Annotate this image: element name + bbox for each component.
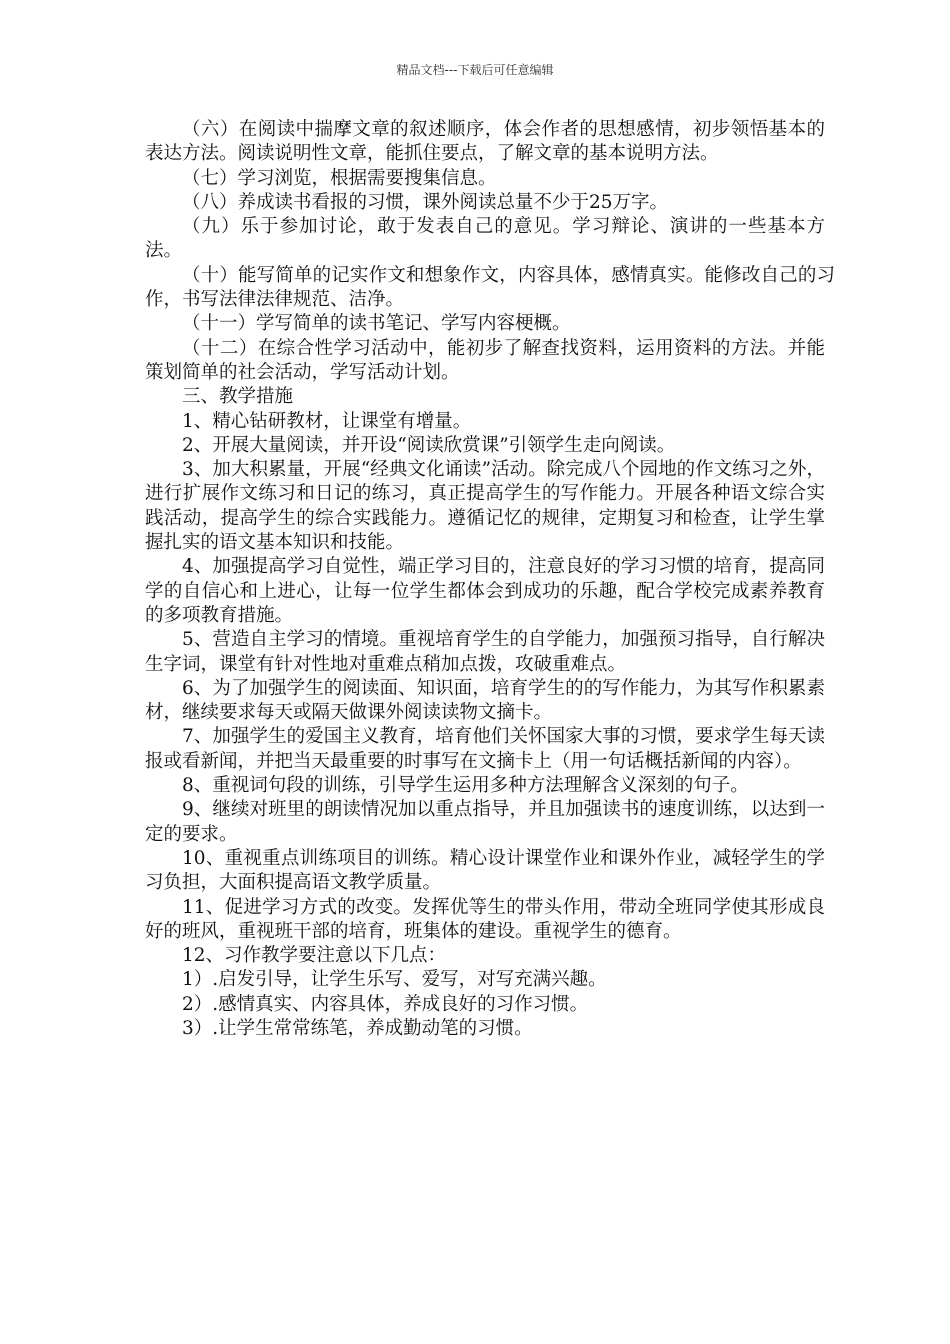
measure-6: 6、为了加强学生的阅读面、知识面，培育学生的的写作能力，为其写作积累素材，继续要求每天或隔天做课外阅读读物文摘卡。 [145, 677, 825, 724]
paragraph-12: （十二）在综合性学习活动中，能初步了解查找资料，运用资料的方法。并能策划简单的社会活动，学写活动计划。 [145, 337, 825, 383]
paragraph-9: （九）乐于参加讨论，敢于发表自己的意见。学习辩论、演讲的一些基本方法。 [145, 216, 825, 262]
measure-11: 11、促进学习方式的改变。发挥优等生的带头作用，带动全班同学使其形成良好的班风，重视班干部的培育，班集体的建设。重视学生的德育。 [145, 896, 825, 942]
page-header: 精品文档---下载后可任意编辑 [396, 63, 554, 77]
measure-12: 12、习作教学要注意以下几点： [182, 945, 447, 967]
paragraph-10: （十）能写简单的记实作文和想象作文，内容具体，感情真实。能修改自己的习作，书写法律法律规范、洁净。 [145, 264, 835, 311]
writing-point-3: 3）.让学生常常练笔，养成勤动笔的习惯。 [182, 1017, 533, 1039]
measure-9: 9、继续对班里的朗读情况加以重点指导，并且加强读书的速度训练，以达到一定的要求。 [145, 799, 825, 845]
measure-1: 1、精心钻研教材，让课堂有增量。 [182, 410, 472, 432]
measure-7: 7、加强学生的爱国主义教育，培育他们关怀国家大事的习惯，要求学生每天读报或看新闻，并把当天最重要的时事写在文摘卡上（用一句话概括新闻的内容）。 [145, 726, 825, 772]
measure-10: 10、重视重点训练项目的训练。精心设计课堂作业和课外作业，减轻学生的学习负担，大面积提高语文教学质量。 [145, 847, 825, 894]
paragraph-6: （六）在阅读中揣摩文章的叙述顺序，体会作者的思想感情，初步领悟基本的表达方法。阅读说明性文章，能抓住要点，了解文章的基本说明方法。 [145, 119, 825, 165]
measure-4: 4、加强提高学习自觉性，端正学习目的，注意良好的学习习惯的培育，提高同学的自信心和上进心，让每一位学生都体会到成功的乐趣，配合学校完成素养教育的多项教育措施。 [145, 556, 825, 626]
paragraph-7: （七）学习浏览，根据需要搜集信息。 [182, 167, 497, 189]
measure-3: 3、加大积累量，开展“经典文化诵读”活动。除完成八个园地的作文练习之外，进行扩展作文练习和日记的练习，真正提高学生的写作能力。开展各种语文综合实践活动，提高学生的综合实践能力。遵循记忆的规律，定期复习和检查，让学生掌握扎实的语文基本知识和技能。 [145, 459, 825, 554]
measure-8: 8、重视词句段的训练，引导学生运用多种方法理解含义深刻的句子。 [182, 775, 749, 797]
section-heading-teaching-measures: 三、教学措施 [182, 386, 294, 408]
measure-5: 5、营造自主学习的情境。重视培育学生的自学能力，加强预习指导，自行解决生字词，课堂有针对性地对重难点稍加点拨，攻破重难点。 [145, 629, 825, 675]
measure-2: 2、开展大量阅读，并开设“阅读欣赏课”引领学生走向阅读。 [182, 434, 676, 456]
paragraph-8: （八）养成读书看报的习惯，课外阅读总量不少于25万字。 [182, 191, 669, 213]
writing-point-2: 2）.感情真实、内容具体，养成良好的习作习惯。 [182, 993, 589, 1015]
paragraph-11: （十一）学写简单的读书笔记、学写内容梗概。 [182, 313, 571, 335]
writing-point-1: 1）.启发引导，让学生乐写、爱写，对写充满兴趣。 [182, 969, 607, 991]
document-body [145, 118, 835, 1041]
